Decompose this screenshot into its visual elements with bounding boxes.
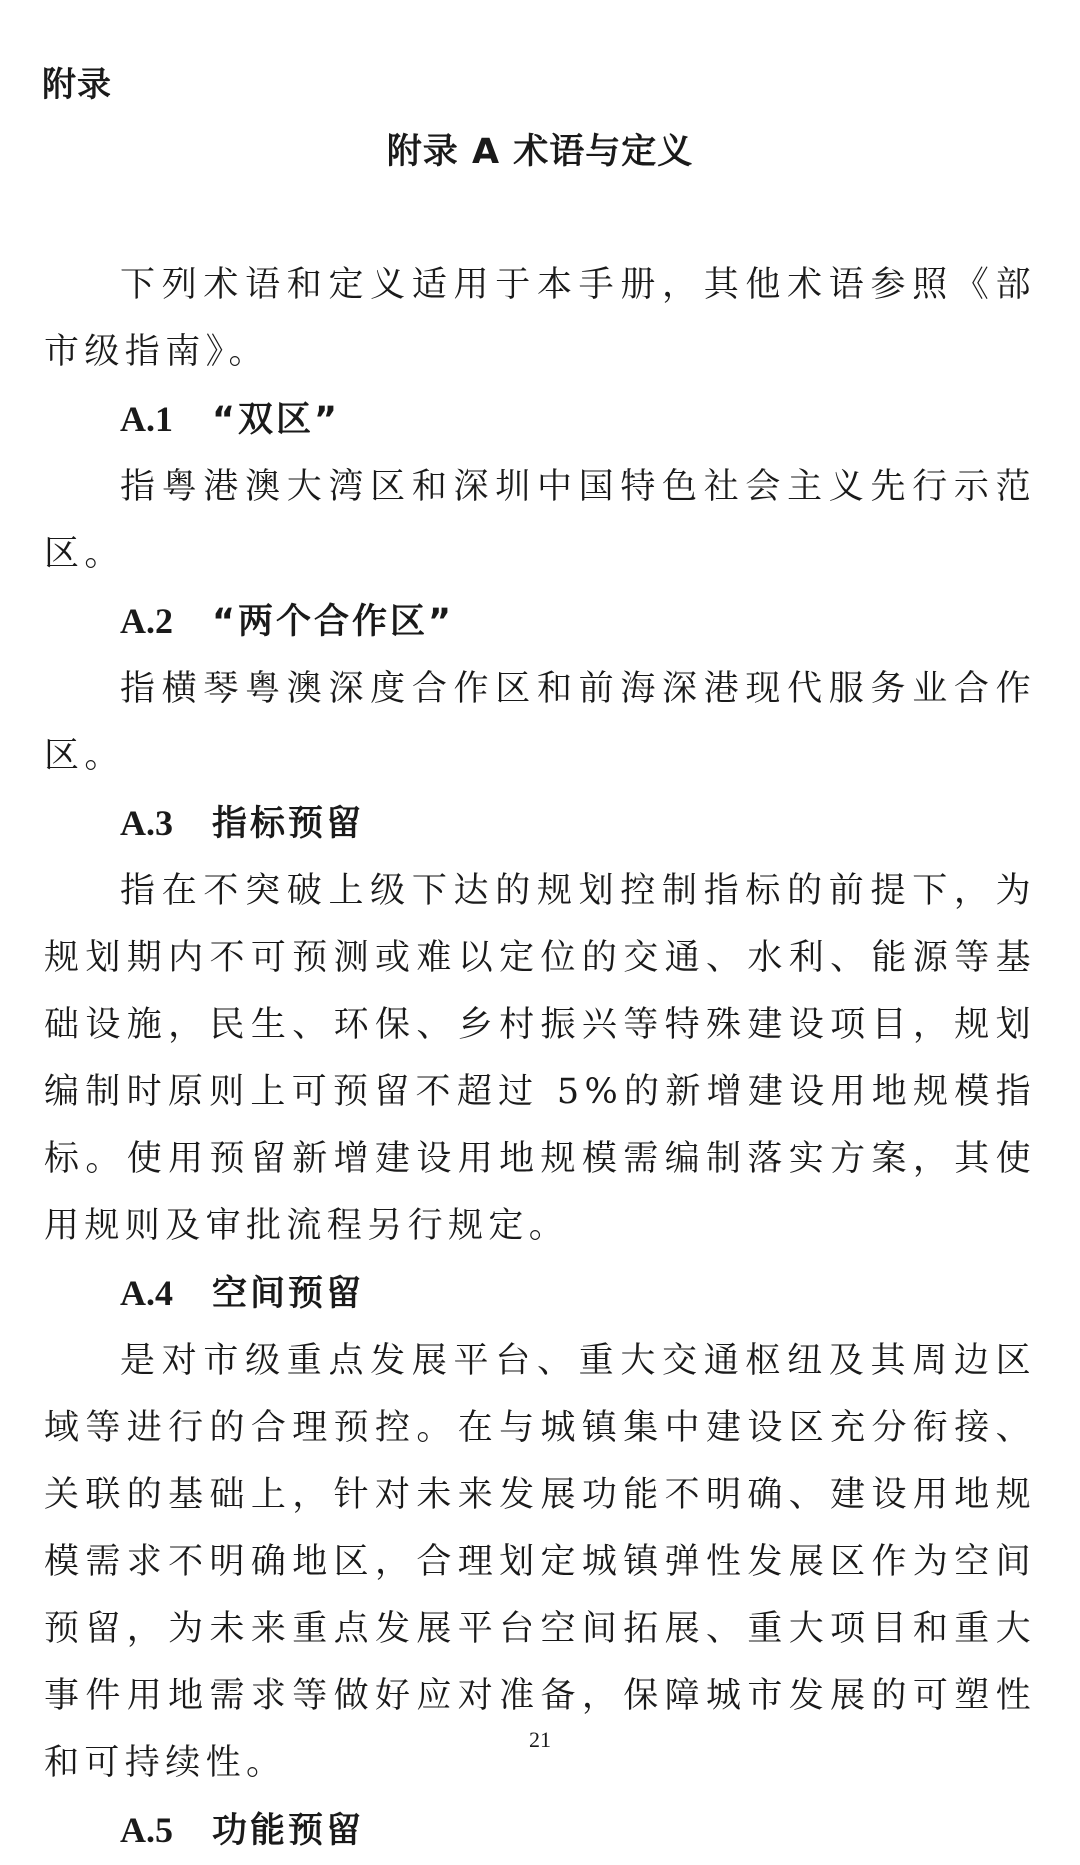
intro-paragraph: 下列术语和定义适用于本手册，其他术语参照《部市级指南》。 xyxy=(44,265,1036,372)
section-title: 指标预留 xyxy=(212,804,365,844)
section-number: A.1 xyxy=(120,399,173,439)
page-title: 附录 A 术语与定义 xyxy=(386,132,694,172)
section-heading-a4 xyxy=(44,1260,1036,1328)
section-heading-a2 xyxy=(44,588,1036,656)
section-body-a4: 是对市级重点发展平台、重大交通枢纽及其周边区域等进行的合理预控。在与城镇集中建设区充分衔接、关联的基础上，针对未来发展功能不明确、建设用地规模需求不明确地区，合理划定城镇弹性发展区作为空间预留，为未来重点发展平台空间拓展、重大项目和重大事件用地需求等做好应对准备，保障城市发展的可塑性和可持续性。 xyxy=(44,1341,1036,1783)
section-number: A.5 xyxy=(120,1810,173,1850)
section-body-a2: 指横琴粤澳深度合作区和前海深港现代服务业合作区。 xyxy=(44,669,1036,776)
section-title: 空间预留 xyxy=(212,1274,365,1314)
section-heading-a3 xyxy=(44,790,1036,858)
section-title: “两个合作区” xyxy=(212,602,455,642)
section-heading-a5 xyxy=(44,1797,1036,1865)
page-number: 21 xyxy=(529,1727,551,1752)
section-heading-a1 xyxy=(44,386,1036,454)
section-title: “双区” xyxy=(212,400,341,440)
section-number: A.2 xyxy=(120,601,173,641)
section-body-a1: 指粤港澳大湾区和深圳中国特色社会主义先行示范区。 xyxy=(44,467,1036,574)
section-title: 功能预留 xyxy=(212,1811,365,1851)
appendix-label: 附录 xyxy=(42,65,112,105)
document-body xyxy=(44,252,1036,1865)
section-number: A.4 xyxy=(120,1273,173,1313)
section-number: A.3 xyxy=(120,803,173,843)
section-body-a3: 指在不突破上级下达的规划控制指标的前提下，为规划期内不可预测或难以定位的交通、水利、能源等基础设施，民生、环保、乡村振兴等特殊建设项目，规划编制时原则上可预留不超过 5%的新增建设用地规模指标。使用预留新增建设用地规模需编制落实方案，其使用规则及审批流程另行规定。 xyxy=(44,871,1036,1246)
